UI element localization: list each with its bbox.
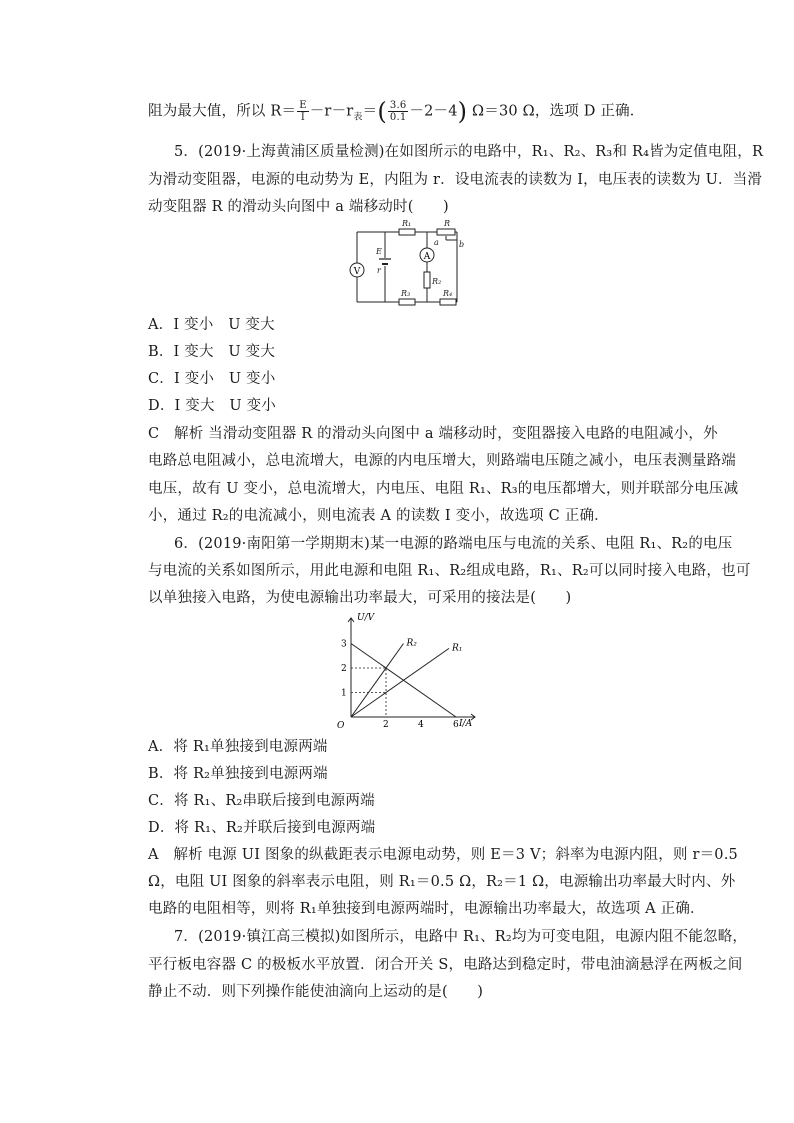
q5-answer-line4: 小，通过 R₂的电流减小，则电流表 A 的读数 I 变小，故选项 C 正确．	[148, 508, 609, 524]
label-r: r	[377, 266, 381, 275]
series-label: R₁	[452, 643, 463, 654]
y-tick-label: 2	[341, 664, 347, 674]
q6-option-a: A．将 R₁单独接到电源两端	[148, 739, 328, 755]
q6-answer-line2: Ω，电阻 UI 图象的斜率表示电阻，则 R₁＝0.5 Ω，R₂＝1 Ω，电源输出功率最大时内、外	[148, 874, 736, 890]
q5-answer-line3: 电压，故有 U 变小，总电流增大，内电压、电阻 R₁、R₃的电压都增大，则并联部分电压减	[148, 481, 739, 497]
label-a: a	[434, 238, 439, 247]
label-R: R	[444, 219, 451, 228]
y-tick-label: 3	[341, 639, 347, 650]
q6-answer-line1: A 解析 电源 UI 图象的纵截距表示电源电动势，则 E＝3 V；斜率为电源内阻，则 r＝0.5	[148, 847, 738, 863]
y-axis-label: U/V	[357, 613, 375, 623]
q6-option-d: D．将 R₁、R₂并联后接到电源两端	[148, 820, 376, 836]
formula-suffix: Ω＝30 Ω，选项 D 正确．	[467, 103, 645, 120]
label-R3: R₃	[401, 289, 411, 298]
origin-label: O	[337, 721, 345, 730]
q7-line2: 平行板电容器 C 的极板水平放置．闭合开关 S，电路达到稳定时，带电油滴悬浮在两板之间	[148, 957, 743, 973]
y-tick-label: 1	[341, 688, 347, 699]
fraction-3.6-over-0.1: $\frac{3.6}{0.1}$	[389, 100, 407, 123]
x-tick-label: 6	[453, 720, 459, 730]
q6-answer-line3: 电路的电阻相等，则将 R₁单独接到电源两端时，电源输出功率最大，故选项 A 正确．	[148, 901, 705, 917]
formula-mid: －r－r	[309, 103, 354, 120]
label-E: E	[376, 247, 382, 256]
q6-option-c: C．将 R₁、R₂串联后接到电源两端	[148, 793, 375, 809]
q6-line1: 6．(2019·南阳第一学期期末)某一电源的路端电压与电流的关系、电阻 R₁、R₂的电压	[174, 536, 733, 552]
formula-sub: 表	[353, 112, 363, 123]
series-line-1	[351, 648, 449, 717]
x-axis-label: I/A	[459, 719, 473, 729]
ammeter-label: A	[423, 252, 431, 262]
ui-chart	[335, 610, 485, 730]
q5-line3: 动变阻器 R 的滑动头向图中 a 端移动时( )	[148, 199, 449, 215]
q6-option-b: B．将 R₂单独接到电源两端	[148, 766, 328, 782]
q5-option-b: B．I 变大 U 变大	[148, 344, 276, 360]
x-tick-label: 4	[418, 720, 424, 730]
formula-prefix: 阻为最大值，所以 R＝	[148, 103, 297, 120]
q5-answer-line1: C 解析 当滑动变阻器 R 的滑动头向图中 a 端移动时，变阻器接入电路的电阻减小，外	[148, 426, 718, 442]
formula-eq: ＝	[362, 103, 378, 120]
q5-option-d: D．I 变大 U 变小	[148, 398, 276, 414]
q6-line2: 与电流的关系如图所示，用此电源和电阻 R₁、R₂组成电路，R₁、R₂可以同时接入电路，也可	[148, 563, 751, 579]
q6-line3: 以单独接入电路，为使电源输出功率最大，可采用的接法是( )	[148, 590, 572, 606]
q5-line2: 为滑动变阻器，电源的电动势为 E，内阻为 r．设电流表的读数为 I，电压表的读数为 U．当滑	[148, 172, 763, 188]
series-line-0	[351, 644, 404, 718]
x-tick-label: 2	[383, 720, 389, 730]
formula-inner-tail: －2－4	[409, 103, 458, 120]
q7-line1: 7．(2019·镇江高三模拟)如图所示，电路中 R₁、R₂均为可变电阻，电源内阻不能忽略，	[174, 929, 748, 945]
fraction-E-over-I: $\frac{E}{I}$	[299, 100, 307, 123]
label-R2: R₂	[432, 277, 442, 286]
circuit-diagram	[345, 218, 470, 308]
voltmeter-label: V	[353, 267, 361, 277]
q5-option-a: A．I 变小 U 变大	[148, 317, 275, 333]
q5-line1: 5．(2019·上海黄浦区质量检测)在如图所示的电路中，R₁、R₂、R₃和 R₄皆为定值电阻，R	[174, 144, 764, 160]
q7-line3: 静止不动．则下列操作能使油滴向上运动的是( )	[148, 984, 484, 1000]
label-R1: R₁	[402, 219, 412, 228]
q5-answer-line2: 电路总电阻减小，总电流增大，电源的内电压增大，则路端电压随之减小，电压表测量路端	[148, 453, 736, 469]
formula-line: 阻为最大值，所以 R＝ $\frac{E}{I}$ $-r-r_表=$( $\frac{3.6}{0.1}$ －2－4) Ω＝30 Ω，选项 D 正确．	[148, 97, 645, 126]
label-R4: R₄	[443, 289, 453, 298]
series-label: R₂	[406, 638, 417, 649]
label-b: b	[459, 240, 465, 249]
q5-option-c: C．I 变小 U 变小	[148, 371, 276, 387]
